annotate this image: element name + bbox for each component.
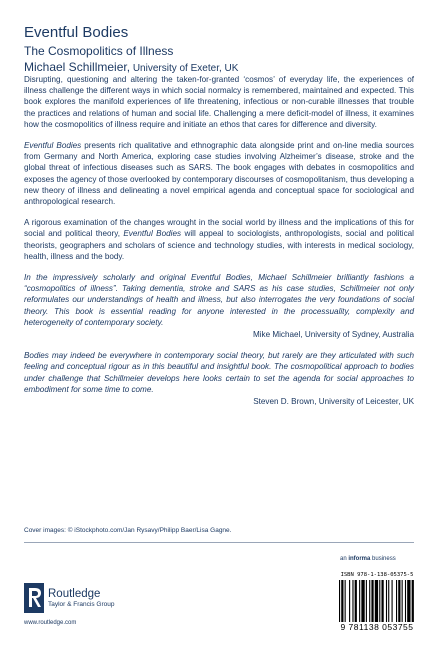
blurb-paragraph-3 [24,217,414,262]
review-quote-1: In the impressively scholarly and original Eventful Bodies, Michael Schillmeier brilliantly fashions a “cosmopolitics of illness”. Taking dementia, stroke and SARS as his case studies, Schillmeier not only reformulates our understandings of health and illness, but also interrogates the very foundations of social theory. This book is essential reading for anyone interested in the processuality, complexity and heterogeneity of contemporary society. [24,273,414,327]
routledge-logo-icon [24,583,44,613]
review-quote-2: Bodies may indeed be everywhere in contemporary social theory, but rarely are they articulated with such feeling and conceptual rigour as in this beautiful and insightful book. The cosmopolitical approach to bodies under challenge that Schillmeier develops here looks certain to set the agenda for social approaches to embodiment for some time to come. [24,351,414,394]
barcode-bar [407,580,410,622]
barcode-number: 9 781138 053755 [340,622,414,632]
publisher-url: www.routledge.com [24,620,77,626]
barcode-bar [339,580,340,622]
barcode-bar [361,580,364,622]
cover-credit: Cover images: © iStockphoto.com/Jan Rysavy/Philipp Baer/Lisa Gagne. [24,527,232,534]
author-affiliation: University of Exeter, UK [130,63,239,74]
barcode-bar [398,580,400,622]
barcode-bar [388,580,389,622]
blurb-paragraph-1: Disrupting, questioning and altering the taken-for-granted ‘cosmos’ of everyday life, the experiences of illness challenge the different ways in which social normalcy is remembered, maintained and expected. This book explores the manifold experiences of life threatening, infectious or non-curable illnesses that trouble the practices and relations of human and social life. Challenging a mere deficit-model of illness, it examines how the cosmopolitics of illness require and initiate an ethos that cares for difference and diversity. [24,75,414,129]
informa-suffix: business [370,556,396,562]
blurb-paragraph-2-text: presents rich qualitative and ethnographic data alongside print and on-line media sources from Germany and North America, exploring case studies involving Alzheimer’s disease, stroke and the global threat of infectious diseases such as SARS. The book engages with debates in cosmopolitics and exposes the agency of those overlooked by contemporary discourses of cosmopolitanism, thus developing a new theory of illness and delineating a novel empirical agenda and conceptual space for sociological and anthropological research. [24,141,414,207]
publisher-brand [48,588,114,609]
barcode-bar [359,580,360,622]
barcode-bar [396,580,397,622]
publisher-group: Taylor & Francis Group [48,601,115,608]
divider [24,542,414,543]
blurb-paragraph-3-text-a: A rigorous examination of the changes wrought in the social world by illness and the implications of this for social and political theory, [24,218,414,239]
inline-book-title: Eventful Bodies [24,141,82,151]
blurb-paragraph-2 [24,140,414,207]
review-attribution-1: Mike Michael, University of Sydney, Australia [252,330,414,340]
book-title: Eventful Bodies [24,24,129,41]
isbn-text: ISBN 978-1-138-05375-5 [340,572,414,578]
barcode-bar [355,580,357,622]
barcode-bar [341,580,343,622]
barcode-bar [379,580,380,622]
blurb [24,74,414,417]
informa-word: informa [348,556,371,562]
barcode-bar [375,580,378,622]
barcode-bar [386,580,387,622]
informa-line [340,556,396,562]
review-attribution-2: Steven D. Brown, University of Leicester, UK [253,397,414,407]
inline-book-title: Eventful Bodies [123,229,182,239]
informa-prefix: an [340,556,349,562]
barcode-bar [392,580,393,622]
barcode-bar [352,580,353,622]
barcode-bar [402,580,403,622]
publisher-name: Routledge [48,588,101,600]
book-header [24,24,414,76]
barcode-bar [371,580,373,622]
barcode-bar [349,580,350,622]
barcode-box [335,572,419,635]
book-subtitle: The Cosmopolitics of Illness [24,44,174,58]
barcode-bar [381,580,383,622]
barcode-bar [345,580,346,622]
barcode-bar [369,580,370,622]
blurb-paragraph-3-text-b: will appeal to sociologists, anthropologists, social and political theorists, geographers and scholars of science and technology studies, with interests in medical sociology, health, illness and the body. [24,229,414,261]
author-name: Michael Schillmeier, [24,60,131,74]
barcode-bar [405,580,406,622]
barcode-bars [339,580,415,622]
barcode-bar [412,580,414,622]
barcode-bar [366,580,367,622]
